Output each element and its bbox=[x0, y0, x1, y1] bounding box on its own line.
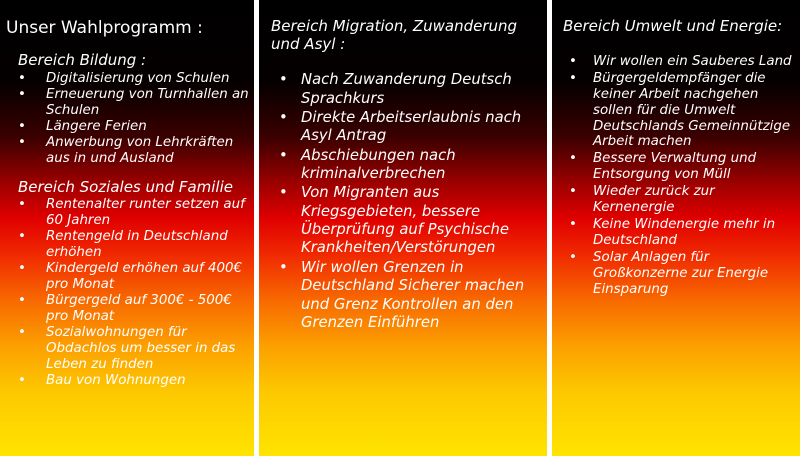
list-item: • Bessere Verwaltung und Entsorgung von Müll bbox=[563, 151, 800, 183]
list-bildung bbox=[6, 71, 254, 167]
list-item: • Bürgergeldempfänger die keiner Arbeit nachgehen sollen für die Umwelt Deutschlands Gemeinnützige Arbeit machen bbox=[563, 71, 800, 151]
list-item: • Wir wollen ein Sauberes Land bbox=[563, 54, 800, 70]
section-heading-bildung: Bereich Bildung : bbox=[18, 51, 147, 70]
list-item: • Erneuerung von Turnhallen an Schulen bbox=[6, 87, 254, 119]
section-heading-migration: Bereich Migration, Zuwanderung und Asyl : bbox=[271, 17, 518, 53]
list-item: • Von Migranten aus Kriegsgebieten, bessere Überprüfung auf Psychische Krankheiten/Verstörungen bbox=[271, 184, 547, 257]
list-item: • Solar Anlagen für Großkonzerne zur Energie Einsparung bbox=[563, 250, 800, 298]
panel-environment bbox=[552, 0, 800, 456]
list-item: • Längere Ferien bbox=[6, 119, 254, 135]
list-item: • Keine Windenergie mehr in Deutschland bbox=[563, 217, 800, 249]
panel-migration bbox=[259, 0, 547, 456]
section-heading-umwelt: Bereich Umwelt und Energie: bbox=[563, 17, 783, 35]
list-item: • Anwerbung von Lehrkräften aus in und Ausland bbox=[6, 135, 254, 167]
list-item: • Wir wollen Grenzen in Deutschland Sicherer machen und Grenz Kontrollen an den Grenzen Einführen bbox=[271, 259, 547, 332]
list-item: • Abschiebungen nach kriminalverbrechen bbox=[271, 147, 547, 184]
page-title: Unser Wahlprogramm : bbox=[6, 18, 203, 38]
list-item: • Sozialwohnungen für Obdachlos um besser in das Leben zu finden bbox=[6, 325, 254, 373]
list-item: • Nach Zuwanderung Deutsch Sprachkurs bbox=[271, 71, 547, 108]
list-item: • Rentenalter runter setzen auf 60 Jahren bbox=[6, 197, 254, 229]
panel-education-social bbox=[0, 0, 254, 456]
section-heading-soziales: Bereich Soziales und Familie bbox=[18, 177, 233, 196]
list-item: • Rentengeld in Deutschland erhöhen bbox=[6, 229, 254, 261]
list-item: • Bau von Wohnungen bbox=[6, 373, 254, 389]
list-umwelt bbox=[563, 54, 800, 298]
list-item: • Kindergeld erhöhen auf 400€ pro Monat bbox=[6, 261, 254, 293]
list-item: • Direkte Arbeitserlaubnis nach Asyl Antrag bbox=[271, 109, 547, 146]
list-item: • Digitalisierung von Schulen bbox=[6, 71, 254, 87]
list-item: • Bürgergeld auf 300€ - 500€ pro Monat bbox=[6, 293, 254, 325]
list-soziales bbox=[6, 197, 254, 388]
list-item: • Wieder zurück zur Kernenergie bbox=[563, 184, 800, 216]
list-migration bbox=[271, 71, 547, 332]
